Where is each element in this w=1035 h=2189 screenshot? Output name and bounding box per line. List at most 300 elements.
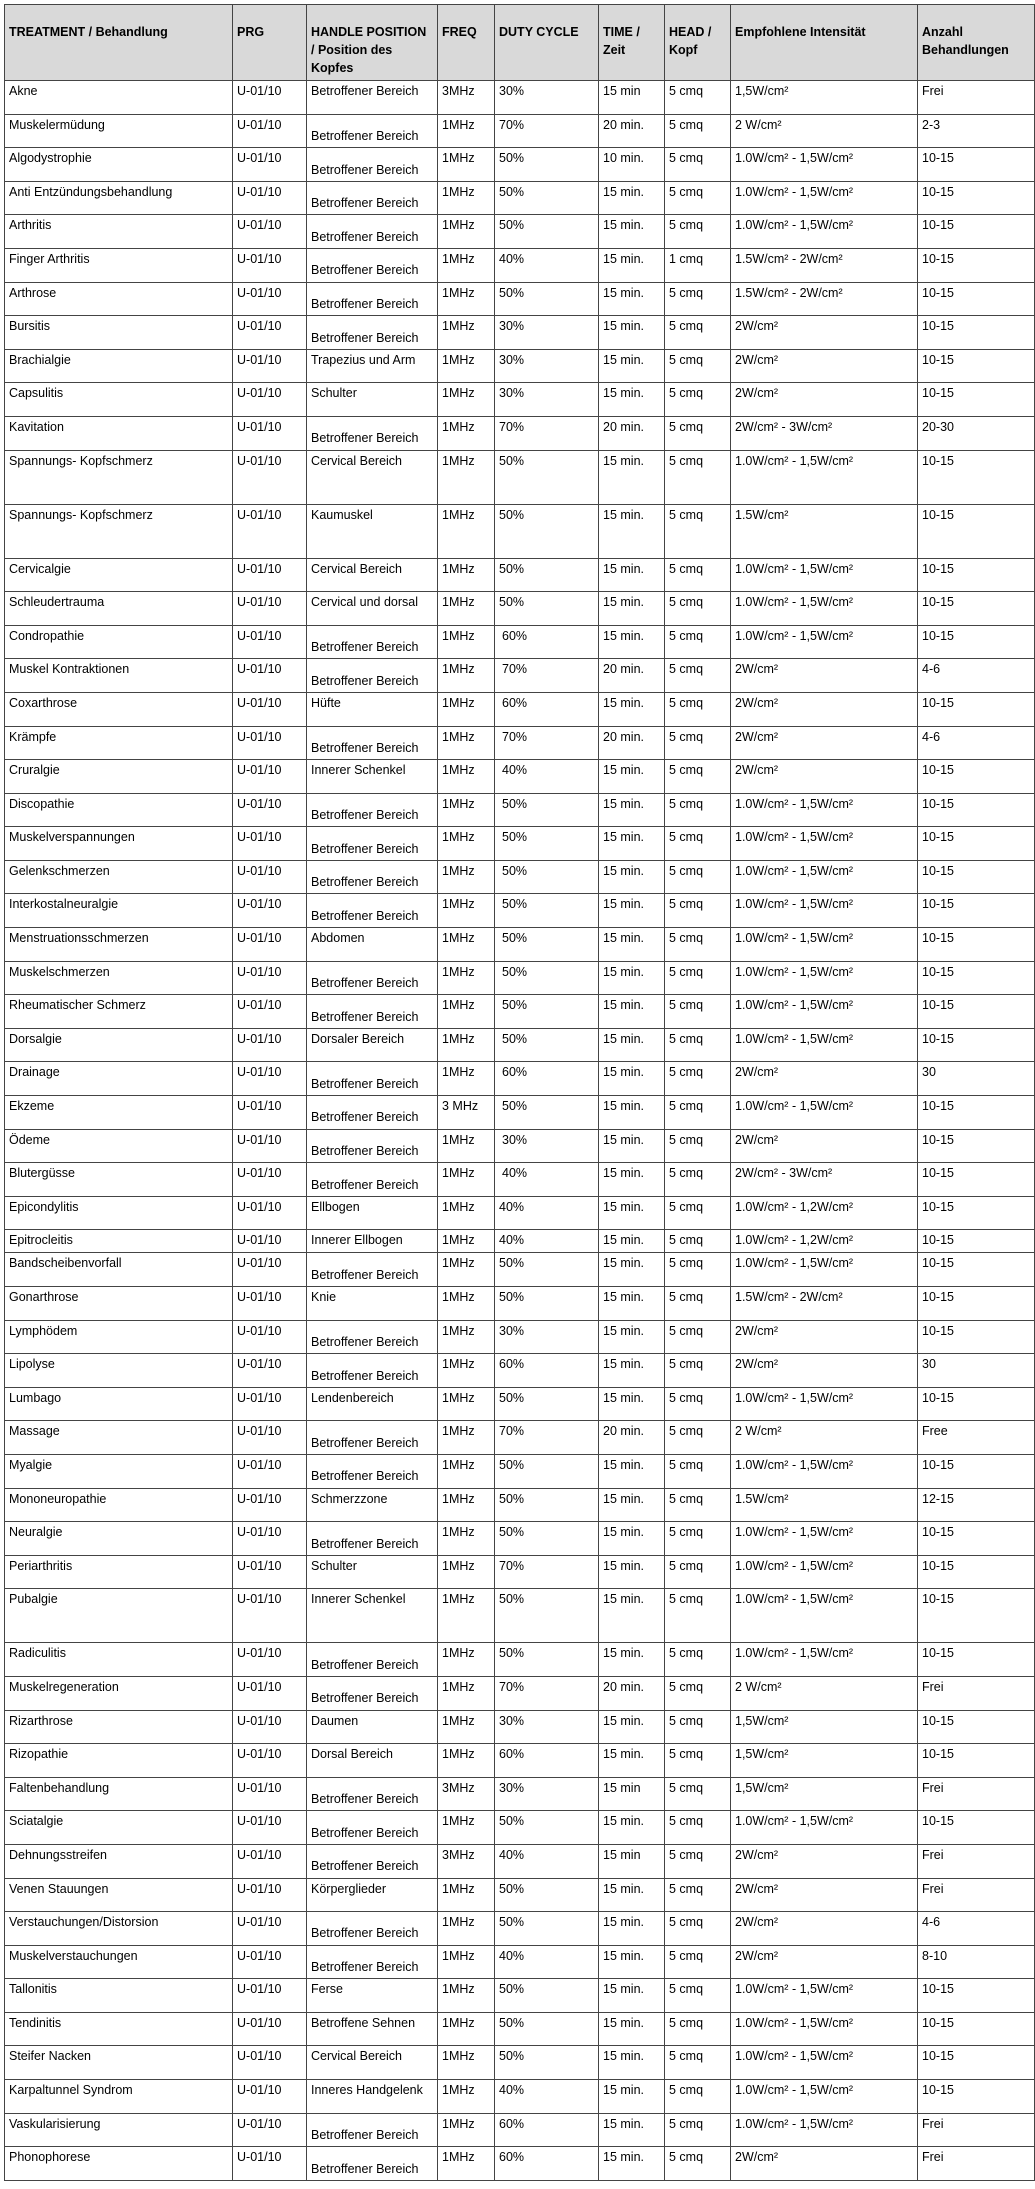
intensity-cell: 1.0W/cm² - 1,5W/cm² xyxy=(731,450,918,504)
prg-cell: U-01/10 xyxy=(233,1387,307,1421)
time-cell: 20 min. xyxy=(599,1421,665,1455)
table-row xyxy=(5,1676,1035,1710)
prg-cell: U-01/10 xyxy=(233,760,307,794)
time-cell: 15 min. xyxy=(599,1062,665,1096)
intensity-cell: 1.0W/cm² - 1,5W/cm² xyxy=(731,961,918,995)
head-cell: 5 cmq xyxy=(665,2012,731,2046)
table-row xyxy=(5,793,1035,827)
count-cell: 10-15 xyxy=(918,215,1035,249)
count-cell: Frei xyxy=(918,1777,1035,1811)
head-cell: 5 cmq xyxy=(665,114,731,148)
freq-cell: 1MHz xyxy=(438,282,495,316)
count-cell: 10-15 xyxy=(918,1555,1035,1589)
freq-cell: 1MHz xyxy=(438,1421,495,1455)
intensity-cell: 1.0W/cm² - 1,5W/cm² xyxy=(731,148,918,182)
handle-position-cell: Betroffener Bereich xyxy=(307,2113,438,2147)
prg-cell: U-01/10 xyxy=(233,692,307,726)
handle-position-cell: Schmerzzone xyxy=(307,1488,438,1522)
duty-cycle-cell: 40% xyxy=(495,1945,599,1979)
table-row xyxy=(5,349,1035,383)
prg-cell: U-01/10 xyxy=(233,316,307,350)
head-cell: 5 cmq xyxy=(665,928,731,962)
prg-cell: U-01/10 xyxy=(233,1320,307,1354)
freq-cell: 1MHz xyxy=(438,1163,495,1197)
column-header-prg: PRG xyxy=(233,5,307,81)
prg-cell: U-01/10 xyxy=(233,928,307,962)
treatment-cell: Bursitis xyxy=(5,316,233,350)
prg-cell: U-01/10 xyxy=(233,282,307,316)
duty-cycle-cell: 50% xyxy=(495,2012,599,2046)
freq-cell: 1MHz xyxy=(438,928,495,962)
intensity-cell: 2W/cm² xyxy=(731,1878,918,1912)
head-cell: 5 cmq xyxy=(665,1028,731,1062)
freq-cell: 1MHz xyxy=(438,1062,495,1096)
table-row xyxy=(5,928,1035,962)
handle-position-cell: Lendenbereich xyxy=(307,1387,438,1421)
handle-position-cell: Betroffener Bereich xyxy=(307,1421,438,1455)
intensity-cell: 2W/cm² - 3W/cm² xyxy=(731,1163,918,1197)
time-cell: 15 min. xyxy=(599,961,665,995)
handle-position-cell: Betroffener Bereich xyxy=(307,1844,438,1878)
intensity-cell: 1.5W/cm² - 2W/cm² xyxy=(731,1287,918,1321)
handle-position-cell: Betroffener Bereich xyxy=(307,1945,438,1979)
head-cell: 5 cmq xyxy=(665,2046,731,2080)
count-cell: 10-15 xyxy=(918,961,1035,995)
time-cell: 20 min. xyxy=(599,114,665,148)
treatment-cell: Faltenbehandlung xyxy=(5,1777,233,1811)
table-row xyxy=(5,1777,1035,1811)
count-cell: 10-15 xyxy=(918,1230,1035,1253)
prg-cell: U-01/10 xyxy=(233,1062,307,1096)
head-cell: 5 cmq xyxy=(665,1196,731,1230)
table-header-row xyxy=(5,5,1035,81)
prg-cell: U-01/10 xyxy=(233,625,307,659)
prg-cell: U-01/10 xyxy=(233,1589,307,1643)
count-cell: 4-6 xyxy=(918,1912,1035,1946)
treatment-cell: Muskelregeneration xyxy=(5,1676,233,1710)
count-cell: 10-15 xyxy=(918,1522,1035,1556)
duty-cycle-cell: 40% xyxy=(495,2080,599,2114)
duty-cycle-cell: 50% xyxy=(495,928,599,962)
treatment-cell: Spannungs- Kopfschmerz xyxy=(5,504,233,558)
duty-cycle-cell: 50% xyxy=(495,504,599,558)
head-cell: 5 cmq xyxy=(665,793,731,827)
time-cell: 15 min xyxy=(599,1777,665,1811)
head-cell: 5 cmq xyxy=(665,1777,731,1811)
head-cell: 5 cmq xyxy=(665,215,731,249)
handle-position-cell: Knie xyxy=(307,1287,438,1321)
duty-cycle-cell: 50% xyxy=(495,1028,599,1062)
treatment-cell: Mononeuropathie xyxy=(5,1488,233,1522)
duty-cycle-cell: 50% xyxy=(495,1589,599,1643)
freq-cell: 1MHz xyxy=(438,1744,495,1778)
time-cell: 15 min. xyxy=(599,349,665,383)
head-cell: 5 cmq xyxy=(665,1253,731,1287)
freq-cell: 3MHz xyxy=(438,1777,495,1811)
head-cell: 5 cmq xyxy=(665,2080,731,2114)
time-cell: 15 min. xyxy=(599,2113,665,2147)
table-row xyxy=(5,181,1035,215)
intensity-cell: 2 W/cm² xyxy=(731,114,918,148)
head-cell: 5 cmq xyxy=(665,1912,731,1946)
count-cell: 2-3 xyxy=(918,114,1035,148)
handle-position-cell: Schulter xyxy=(307,1555,438,1589)
prg-cell: U-01/10 xyxy=(233,215,307,249)
handle-position-cell: Kaumuskel xyxy=(307,504,438,558)
time-cell: 20 min. xyxy=(599,659,665,693)
treatment-cell: Drainage xyxy=(5,1062,233,1096)
table-row xyxy=(5,1320,1035,1354)
intensity-cell: 1.0W/cm² - 1,5W/cm² xyxy=(731,2113,918,2147)
count-cell: 10-15 xyxy=(918,181,1035,215)
count-cell: 10-15 xyxy=(918,1253,1035,1287)
freq-cell: 1MHz xyxy=(438,2147,495,2181)
count-cell: 10-15 xyxy=(918,2080,1035,2114)
treatment-cell: Periarthritis xyxy=(5,1555,233,1589)
time-cell: 15 min. xyxy=(599,1163,665,1197)
intensity-cell: 2W/cm² xyxy=(731,1129,918,1163)
prg-cell: U-01/10 xyxy=(233,349,307,383)
duty-cycle-cell: 70% xyxy=(495,416,599,450)
head-cell: 5 cmq xyxy=(665,148,731,182)
head-cell: 5 cmq xyxy=(665,1945,731,1979)
treatment-cell: Rizarthrose xyxy=(5,1710,233,1744)
prg-cell: U-01/10 xyxy=(233,860,307,894)
treatment-cell: Epitrocleitis xyxy=(5,1230,233,1253)
count-cell: 10-15 xyxy=(918,504,1035,558)
prg-cell: U-01/10 xyxy=(233,1230,307,1253)
table-row xyxy=(5,894,1035,928)
duty-cycle-cell: 50% xyxy=(495,961,599,995)
intensity-cell: 2W/cm² xyxy=(731,1844,918,1878)
head-cell: 5 cmq xyxy=(665,558,731,592)
count-cell: 10-15 xyxy=(918,1811,1035,1845)
time-cell: 15 min. xyxy=(599,316,665,350)
column-header-head: HEAD / Kopf xyxy=(665,5,731,81)
treatment-cell: Gonarthrose xyxy=(5,1287,233,1321)
handle-position-cell: Betroffener Bereich xyxy=(307,995,438,1029)
time-cell: 15 min. xyxy=(599,1287,665,1321)
duty-cycle-cell: 30% xyxy=(495,81,599,115)
handle-position-cell: Betroffener Bereich xyxy=(307,2147,438,2181)
intensity-cell: 1.0W/cm² - 1,5W/cm² xyxy=(731,181,918,215)
table-row xyxy=(5,316,1035,350)
treatment-cell: Pubalgie xyxy=(5,1589,233,1643)
freq-cell: 1MHz xyxy=(438,1387,495,1421)
time-cell: 15 min xyxy=(599,1844,665,1878)
table-row xyxy=(5,2046,1035,2080)
handle-position-cell: Innerer Schenkel xyxy=(307,760,438,794)
intensity-cell: 1.0W/cm² - 1,5W/cm² xyxy=(731,2012,918,2046)
freq-cell: 1MHz xyxy=(438,1945,495,1979)
duty-cycle-cell: 70% xyxy=(495,726,599,760)
treatment-cell: Dehnungsstreifen xyxy=(5,1844,233,1878)
prg-cell: U-01/10 xyxy=(233,1028,307,1062)
prg-cell: U-01/10 xyxy=(233,1196,307,1230)
head-cell: 5 cmq xyxy=(665,1096,731,1130)
duty-cycle-cell: 40% xyxy=(495,248,599,282)
duty-cycle-cell: 50% xyxy=(495,995,599,1029)
treatment-table-sheet xyxy=(4,4,1034,2181)
handle-position-cell: Betroffener Bereich xyxy=(307,416,438,450)
intensity-cell: 2W/cm² xyxy=(731,2147,918,2181)
prg-cell: U-01/10 xyxy=(233,1811,307,1845)
duty-cycle-cell: 50% xyxy=(495,793,599,827)
column-header-handle-position: HANDLE POSITION / Position des Kopfes xyxy=(307,5,438,81)
duty-cycle-cell: 50% xyxy=(495,1811,599,1845)
freq-cell: 1MHz xyxy=(438,1522,495,1556)
head-cell: 5 cmq xyxy=(665,995,731,1029)
intensity-cell: 1.0W/cm² - 1,5W/cm² xyxy=(731,1387,918,1421)
head-cell: 5 cmq xyxy=(665,81,731,115)
count-cell: 10-15 xyxy=(918,1196,1035,1230)
duty-cycle-cell: 40% xyxy=(495,760,599,794)
treatment-cell: Schleudertrauma xyxy=(5,592,233,626)
prg-cell: U-01/10 xyxy=(233,1878,307,1912)
intensity-cell: 2W/cm² xyxy=(731,1354,918,1388)
time-cell: 15 min. xyxy=(599,1589,665,1643)
count-cell: 10-15 xyxy=(918,894,1035,928)
count-cell: 10-15 xyxy=(918,625,1035,659)
head-cell: 5 cmq xyxy=(665,316,731,350)
time-cell: 15 min. xyxy=(599,625,665,659)
head-cell: 5 cmq xyxy=(665,1354,731,1388)
freq-cell: 1MHz xyxy=(438,1676,495,1710)
freq-cell: 1MHz xyxy=(438,995,495,1029)
intensity-cell: 1.0W/cm² - 1,5W/cm² xyxy=(731,860,918,894)
freq-cell: 1MHz xyxy=(438,692,495,726)
treatment-cell: Discopathie xyxy=(5,793,233,827)
freq-cell: 1MHz xyxy=(438,349,495,383)
time-cell: 15 min. xyxy=(599,1387,665,1421)
duty-cycle-cell: 30% xyxy=(495,1129,599,1163)
duty-cycle-cell: 50% xyxy=(495,1488,599,1522)
count-cell: 20-30 xyxy=(918,416,1035,450)
head-cell: 5 cmq xyxy=(665,1488,731,1522)
head-cell: 5 cmq xyxy=(665,1643,731,1677)
head-cell: 5 cmq xyxy=(665,1979,731,2013)
prg-cell: U-01/10 xyxy=(233,1676,307,1710)
intensity-cell: 1.5W/cm² xyxy=(731,1488,918,1522)
freq-cell: 3MHz xyxy=(438,1844,495,1878)
table-row xyxy=(5,1589,1035,1643)
column-header-time: TIME / Zeit xyxy=(599,5,665,81)
intensity-cell: 1.0W/cm² - 1,5W/cm² xyxy=(731,1522,918,1556)
freq-cell: 1MHz xyxy=(438,659,495,693)
freq-cell: 1MHz xyxy=(438,558,495,592)
handle-position-cell: Betroffener Bereich xyxy=(307,114,438,148)
time-cell: 15 min. xyxy=(599,282,665,316)
treatment-cell: Interkostalneuralgie xyxy=(5,894,233,928)
table-row xyxy=(5,692,1035,726)
handle-position-cell: Daumen xyxy=(307,1710,438,1744)
time-cell: 15 min. xyxy=(599,2080,665,2114)
time-cell: 15 min. xyxy=(599,248,665,282)
freq-cell: 1MHz xyxy=(438,625,495,659)
duty-cycle-cell: 50% xyxy=(495,181,599,215)
freq-cell: 1MHz xyxy=(438,894,495,928)
table-row xyxy=(5,1163,1035,1197)
head-cell: 5 cmq xyxy=(665,2147,731,2181)
duty-cycle-cell: 40% xyxy=(495,1230,599,1253)
table-row xyxy=(5,659,1035,693)
duty-cycle-cell: 70% xyxy=(495,659,599,693)
handle-position-cell: Betroffener Bereich xyxy=(307,148,438,182)
freq-cell: 1MHz xyxy=(438,961,495,995)
time-cell: 15 min. xyxy=(599,692,665,726)
treatment-cell: Karpaltunnel Syndrom xyxy=(5,2080,233,2114)
prg-cell: U-01/10 xyxy=(233,1912,307,1946)
handle-position-cell: Betroffener Bereich xyxy=(307,1253,438,1287)
duty-cycle-cell: 60% xyxy=(495,692,599,726)
intensity-cell: 1.0W/cm² - 1,5W/cm² xyxy=(731,1253,918,1287)
time-cell: 15 min. xyxy=(599,1522,665,1556)
treatment-cell: Finger Arthritis xyxy=(5,248,233,282)
duty-cycle-cell: 60% xyxy=(495,1354,599,1388)
count-cell: 10-15 xyxy=(918,1387,1035,1421)
table-row xyxy=(5,1945,1035,1979)
intensity-cell: 1.0W/cm² - 1,5W/cm² xyxy=(731,592,918,626)
freq-cell: 1MHz xyxy=(438,248,495,282)
freq-cell: 1MHz xyxy=(438,1878,495,1912)
treatment-cell: Lymphödem xyxy=(5,1320,233,1354)
treatment-cell: Tendinitis xyxy=(5,2012,233,2046)
prg-cell: U-01/10 xyxy=(233,894,307,928)
time-cell: 15 min. xyxy=(599,760,665,794)
freq-cell: 1MHz xyxy=(438,1196,495,1230)
count-cell: Frei xyxy=(918,1878,1035,1912)
handle-position-cell: Trapezius und Arm xyxy=(307,349,438,383)
intensity-cell: 2W/cm² xyxy=(731,1062,918,1096)
prg-cell: U-01/10 xyxy=(233,148,307,182)
count-cell: 10-15 xyxy=(918,995,1035,1029)
prg-cell: U-01/10 xyxy=(233,2147,307,2181)
freq-cell: 1MHz xyxy=(438,316,495,350)
table-row xyxy=(5,860,1035,894)
handle-position-cell: Betroffener Bereich xyxy=(307,793,438,827)
head-cell: 1 cmq xyxy=(665,248,731,282)
intensity-cell: 2W/cm² xyxy=(731,349,918,383)
head-cell: 5 cmq xyxy=(665,726,731,760)
intensity-cell: 2W/cm² xyxy=(731,726,918,760)
table-row xyxy=(5,827,1035,861)
head-cell: 5 cmq xyxy=(665,659,731,693)
duty-cycle-cell: 40% xyxy=(495,1844,599,1878)
table-row xyxy=(5,114,1035,148)
time-cell: 10 min. xyxy=(599,148,665,182)
count-cell: 30 xyxy=(918,1354,1035,1388)
freq-cell: 1MHz xyxy=(438,1129,495,1163)
time-cell: 15 min. xyxy=(599,504,665,558)
handle-position-cell: Betroffener Bereich xyxy=(307,1912,438,1946)
treatment-cell: Krämpfe xyxy=(5,726,233,760)
intensity-cell: 1.5W/cm² - 2W/cm² xyxy=(731,248,918,282)
intensity-cell: 2 W/cm² xyxy=(731,1676,918,1710)
handle-position-cell: Betroffener Bereich xyxy=(307,1096,438,1130)
freq-cell: 1MHz xyxy=(438,215,495,249)
handle-position-cell: Betroffener Bereich xyxy=(307,1811,438,1845)
time-cell: 15 min. xyxy=(599,2012,665,2046)
time-cell: 15 min. xyxy=(599,2046,665,2080)
head-cell: 5 cmq xyxy=(665,961,731,995)
prg-cell: U-01/10 xyxy=(233,1777,307,1811)
handle-position-cell: Betroffener Bereich xyxy=(307,1354,438,1388)
head-cell: 5 cmq xyxy=(665,894,731,928)
handle-position-cell: Betroffener Bereich xyxy=(307,1454,438,1488)
intensity-cell: 1.0W/cm² - 1,5W/cm² xyxy=(731,215,918,249)
count-cell: 10-15 xyxy=(918,692,1035,726)
table-row xyxy=(5,1488,1035,1522)
intensity-cell: 1.0W/cm² - 1,2W/cm² xyxy=(731,1230,918,1253)
freq-cell: 1MHz xyxy=(438,450,495,504)
freq-cell: 1MHz xyxy=(438,1454,495,1488)
prg-cell: U-01/10 xyxy=(233,1354,307,1388)
prg-cell: U-01/10 xyxy=(233,1096,307,1130)
head-cell: 5 cmq xyxy=(665,1320,731,1354)
handle-position-cell: Cervical Bereich xyxy=(307,2046,438,2080)
head-cell: 5 cmq xyxy=(665,1844,731,1878)
treatment-cell: Rheumatischer Schmerz xyxy=(5,995,233,1029)
treatment-cell: Venen Stauungen xyxy=(5,1878,233,1912)
table-row xyxy=(5,1710,1035,1744)
intensity-cell: 1.0W/cm² - 1,5W/cm² xyxy=(731,827,918,861)
prg-cell: U-01/10 xyxy=(233,416,307,450)
intensity-cell: 2 W/cm² xyxy=(731,1421,918,1455)
treatment-cell: Capsulitis xyxy=(5,383,233,417)
duty-cycle-cell: 50% xyxy=(495,1878,599,1912)
handle-position-cell: Dorsaler Bereich xyxy=(307,1028,438,1062)
freq-cell: 1MHz xyxy=(438,1253,495,1287)
intensity-cell: 2W/cm² xyxy=(731,659,918,693)
freq-cell: 1MHz xyxy=(438,1811,495,1845)
prg-cell: U-01/10 xyxy=(233,659,307,693)
treatment-cell: Muskelermüdung xyxy=(5,114,233,148)
handle-position-cell: Betroffener Bereich xyxy=(307,282,438,316)
freq-cell: 1MHz xyxy=(438,1710,495,1744)
handle-position-cell: Hüfte xyxy=(307,692,438,726)
count-cell: Frei xyxy=(918,2147,1035,2181)
treatment-cell: Brachialgie xyxy=(5,349,233,383)
time-cell: 15 min. xyxy=(599,383,665,417)
count-cell: 30 xyxy=(918,1062,1035,1096)
treatment-cell: Gelenkschmerzen xyxy=(5,860,233,894)
freq-cell: 1MHz xyxy=(438,1488,495,1522)
count-cell: 10-15 xyxy=(918,1643,1035,1677)
time-cell: 15 min. xyxy=(599,827,665,861)
table-row xyxy=(5,248,1035,282)
handle-position-cell: Betroffener Bereich xyxy=(307,81,438,115)
duty-cycle-cell: 50% xyxy=(495,1096,599,1130)
handle-position-cell: Betroffener Bereich xyxy=(307,1676,438,1710)
duty-cycle-cell: 50% xyxy=(495,450,599,504)
table-row xyxy=(5,1878,1035,1912)
freq-cell: 1MHz xyxy=(438,1354,495,1388)
time-cell: 15 min. xyxy=(599,1710,665,1744)
duty-cycle-cell: 50% xyxy=(495,215,599,249)
table-row xyxy=(5,504,1035,558)
head-cell: 5 cmq xyxy=(665,1710,731,1744)
duty-cycle-cell: 30% xyxy=(495,316,599,350)
handle-position-cell: Inneres Handgelenk xyxy=(307,2080,438,2114)
treatment-cell: Lumbago xyxy=(5,1387,233,1421)
handle-position-cell: Ellbogen xyxy=(307,1196,438,1230)
head-cell: 5 cmq xyxy=(665,1811,731,1845)
treatment-cell: Epicondylitis xyxy=(5,1196,233,1230)
duty-cycle-cell: 60% xyxy=(495,1062,599,1096)
handle-position-cell: Cervical Bereich xyxy=(307,558,438,592)
intensity-cell: 2W/cm² xyxy=(731,760,918,794)
freq-cell: 1MHz xyxy=(438,2113,495,2147)
